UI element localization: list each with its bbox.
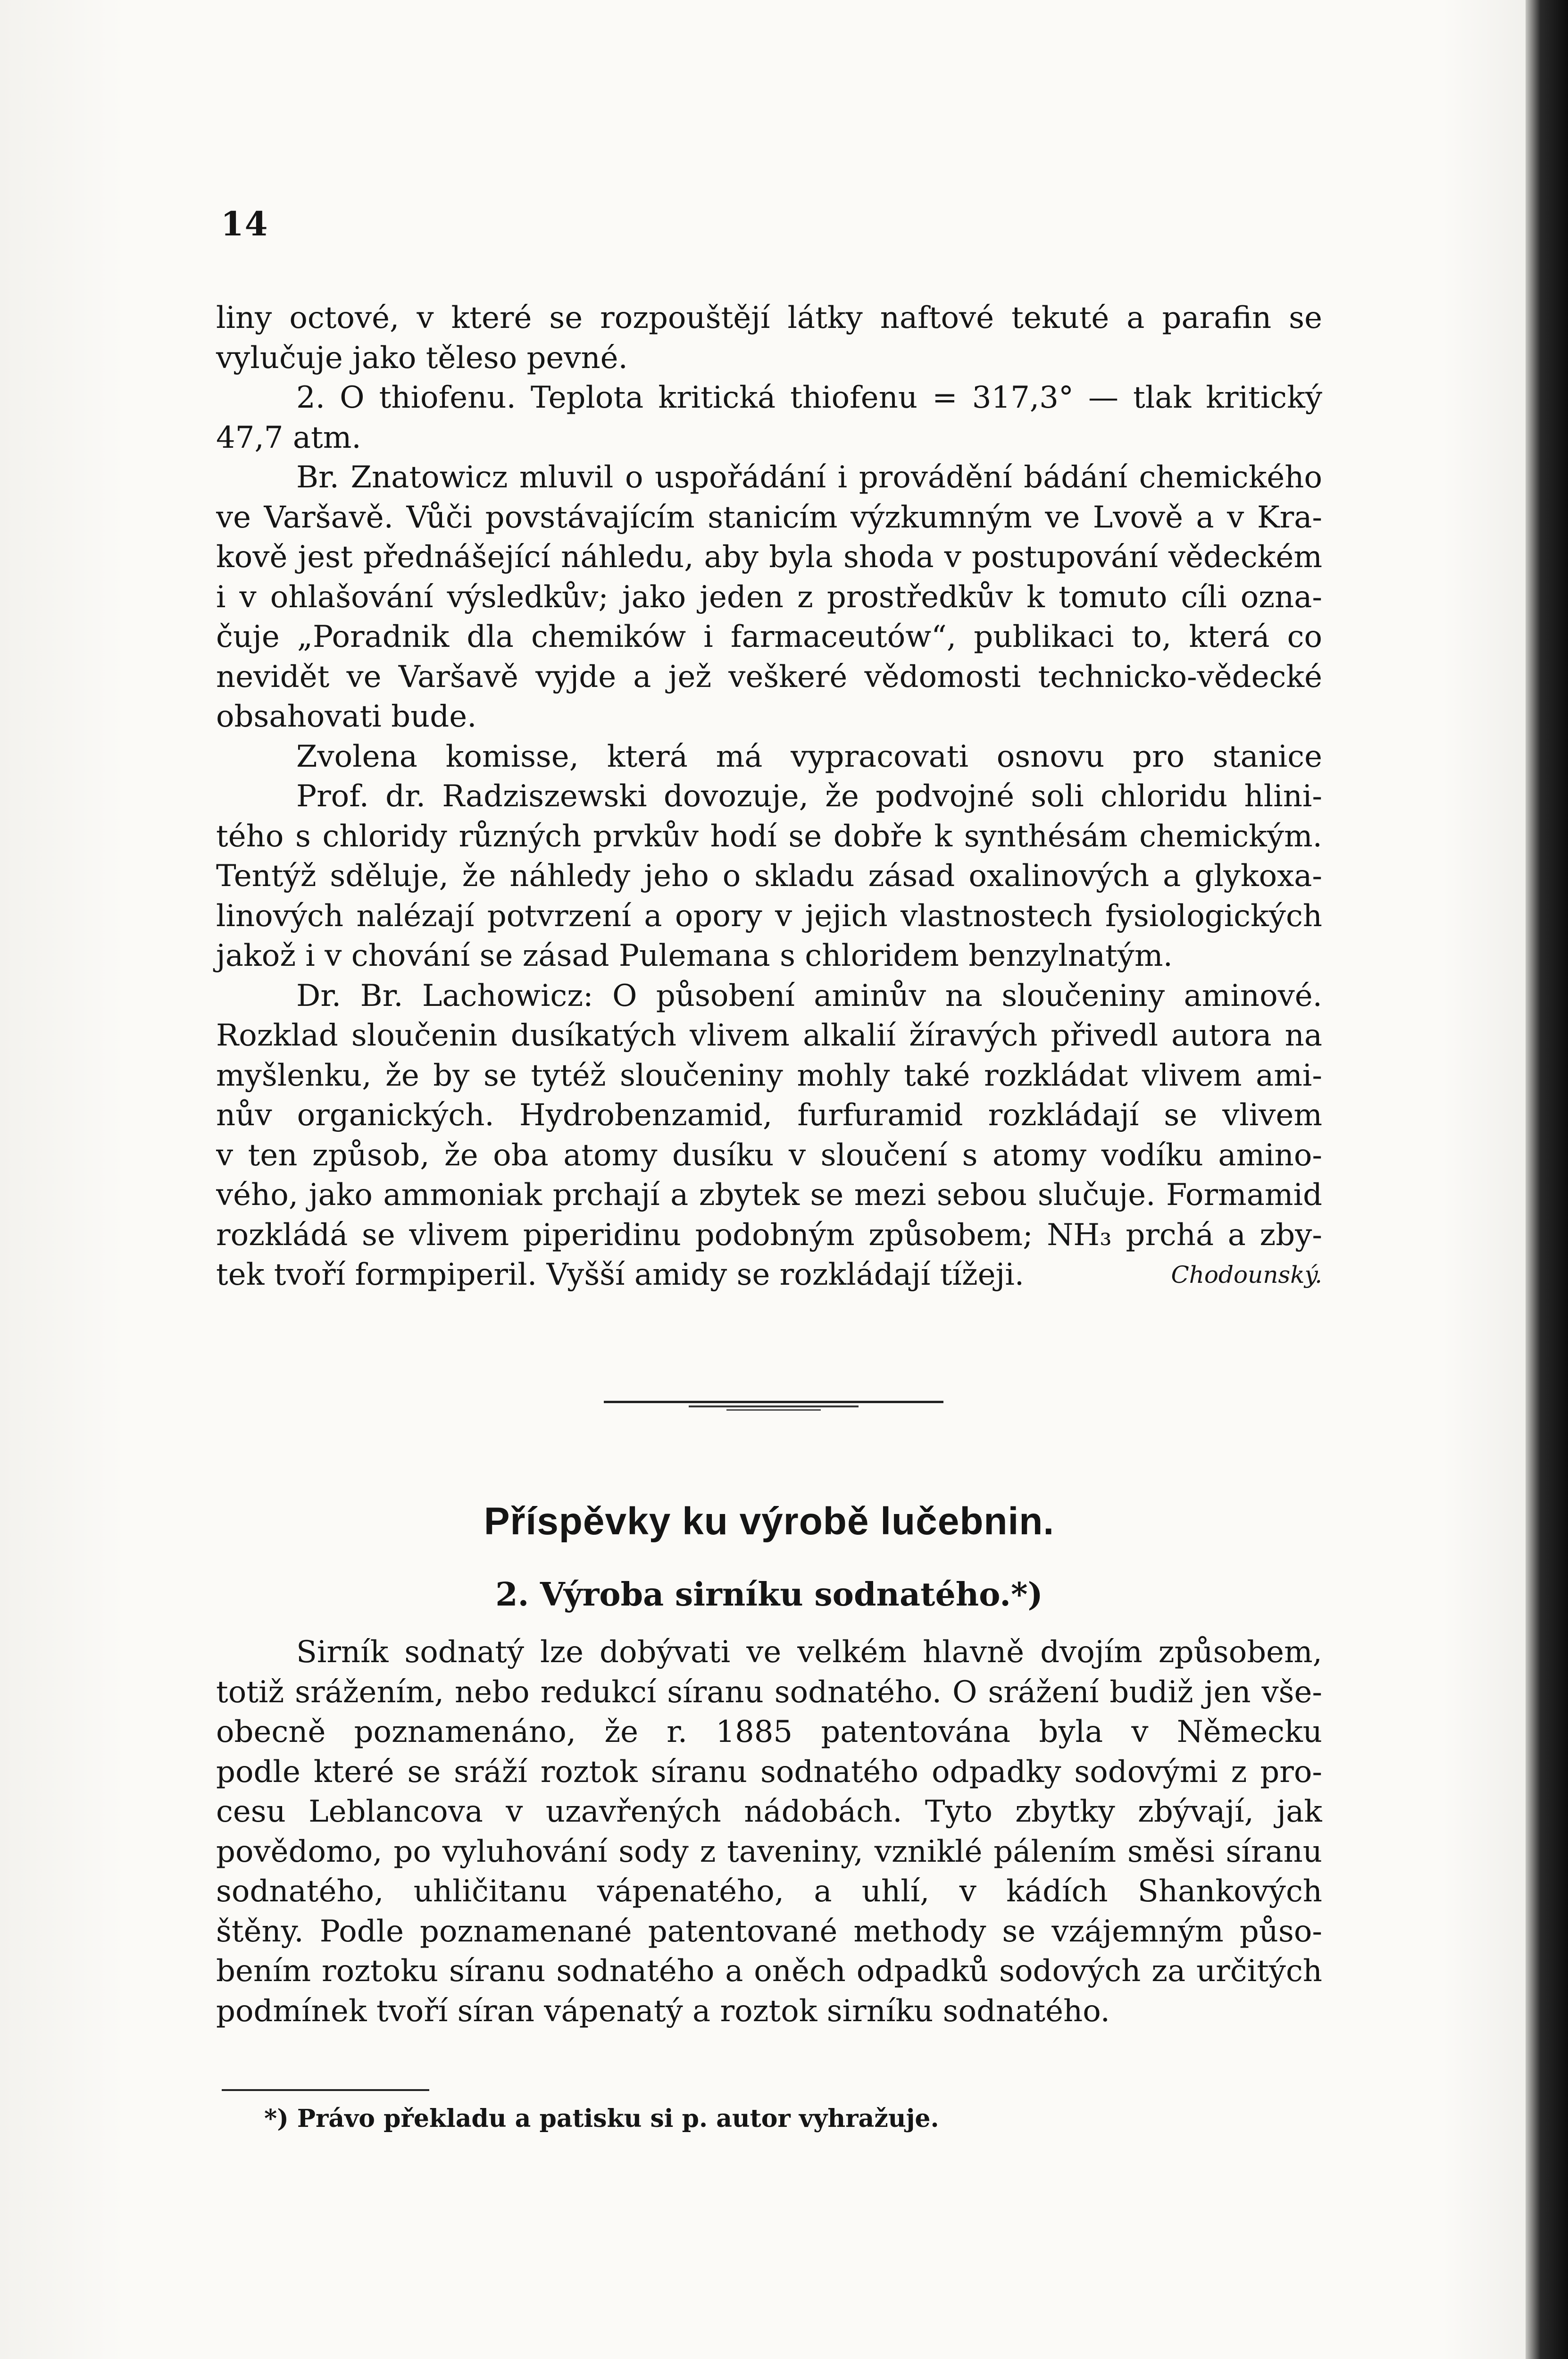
text-line: podmínek tvoří síran vápenatý a roztok sirníku sodnatého. [216, 1993, 1110, 2029]
text-line: sodnatého, uhličitanu vápenatého, a uhlí, v kádích Shankových [216, 1874, 1322, 1909]
book-binding-edge [1526, 0, 1568, 2359]
text-line: jakož i v chování se zásad Pulemana s chloridem benzylnatým. [216, 938, 1173, 973]
text-line: podle které se sráží roztok síranu sodnatého odpadky sodovými z pro- [216, 1754, 1322, 1790]
text-line: Zvolena komisse, která má vypracovati osnovu pro stanice [296, 739, 1322, 774]
text-line: Prof. dr. Radziszewski dovozuje, že podvojné soli chloridu hlini- [296, 779, 1322, 814]
section-separator [604, 1394, 943, 1413]
text-line: štěny. Podle poznamenané patentované methody se vzájemným půso- [216, 1914, 1322, 1949]
author-signature: Chodounský. [1171, 1261, 1322, 1288]
text-line: obsahovati bude. [216, 699, 477, 734]
text-line: kově jest přednášející náhledu, aby byla shoda v postupování vědeckém [216, 540, 1322, 575]
text-line: čuje „Poradnik dla chemików i farmaceutów“, publikaci to, která co [216, 619, 1322, 654]
text-line: v ten způsob, že oba atomy dusíku v sloučení s atomy vodíku amino- [216, 1138, 1322, 1173]
text-line: rozkládá se vlivem piperidinu podobným způsobem; NH₃ prchá a zby- [216, 1217, 1322, 1253]
body-text-bottom [216, 1632, 1322, 2031]
article-subheading: 2. Výroba sirníku sodnatého.*) [495, 1576, 1043, 1614]
text-line: 2. O thiofenu. Teplota kritická thiofenu = 317,3° — tlak kritický [296, 380, 1322, 415]
text-line: vého, jako ammoniak prchají a zbytek se mezi sebou slučuje. Formamid [216, 1178, 1322, 1213]
text-line: tek tvoří formpiperil. Vyšší amidy se rozkládají tížeji. [216, 1257, 1025, 1292]
text-line: i v ohlašování výsledkův; jako jeden z prostředkův k tomuto cíli ozna- [216, 579, 1322, 615]
text-line: povědomo, po vyluhování sody z taveniny, vzniklé pálením směsi síranu [216, 1834, 1322, 1869]
text-line: Br. Znatowicz mluvil o uspořádání i provádění bádání chemického [296, 460, 1322, 495]
body-text-top [216, 298, 1322, 1295]
page-number: 14 [221, 204, 269, 243]
article-heading: Příspěvky ku výrobě lučebnin. [484, 1500, 1055, 1543]
text-line: tého s chloridy různých prvkův hodí se dobře k synthésám chemickým. [216, 819, 1322, 854]
text-line: bením roztoku síranu sodnatého a oněch odpadků sodových za určitých [216, 1954, 1322, 1989]
footnote-rule [222, 2089, 429, 2091]
text-line: myšlenku, že by se tytéž sloučeniny mohly také rozkládat vlivem ami- [216, 1058, 1322, 1093]
text-line-with-signature [216, 1255, 1322, 1295]
text-line: Dr. Br. Lachowicz: O působení aminův na sloučeniny aminové. [296, 978, 1322, 1013]
text-line: Tentýž sděluje, že náhledy jeho o skladu zásad oxalinových a glykoxa- [216, 859, 1322, 894]
text-line: Sirník sodnatý lze dobývati ve velkém hlavně dvojím způsobem, [296, 1635, 1322, 1670]
text-line: totiž srážením, nebo redukcí síranu sodnatého. O srážení budiž jen vše- [216, 1674, 1322, 1710]
text-line: nův organických. Hydrobenzamid, furfuramid rozkládají se vlivem [216, 1098, 1322, 1133]
text-line: nevidět ve Varšavě vyjde a jež veškeré vědomosti technicko-vědecké [216, 659, 1322, 694]
text-line: ve Varšavě. Vůči povstávajícím stanicím výzkumným ve Lvově a v Kra- [216, 500, 1322, 535]
text-line: cesu Leblancova v uzavřených nádobách. Tyto zbytky zbývají, jak [216, 1794, 1322, 1829]
text-line: liny octové, v které se rozpouštějí látky naftové tekuté a parafin se [216, 301, 1322, 335]
text-line: linových nalézají potvrzení a opory v jejich vlastnostech fysiologických [216, 898, 1322, 934]
text-line: vylučuje jako těleso pevné. [216, 340, 628, 376]
footnote: *) Právo překladu a patisku si p. autor vyhražuje. [264, 2104, 939, 2133]
text-line: obecně poznamenáno, že r. 1885 patentována byla v Německu [216, 1715, 1322, 1749]
text-line: Rozklad sloučenin dusíkatých vlivem alkalií žíravých přivedl autora na [216, 1018, 1322, 1053]
text-line: 47,7 atm. [216, 420, 361, 455]
